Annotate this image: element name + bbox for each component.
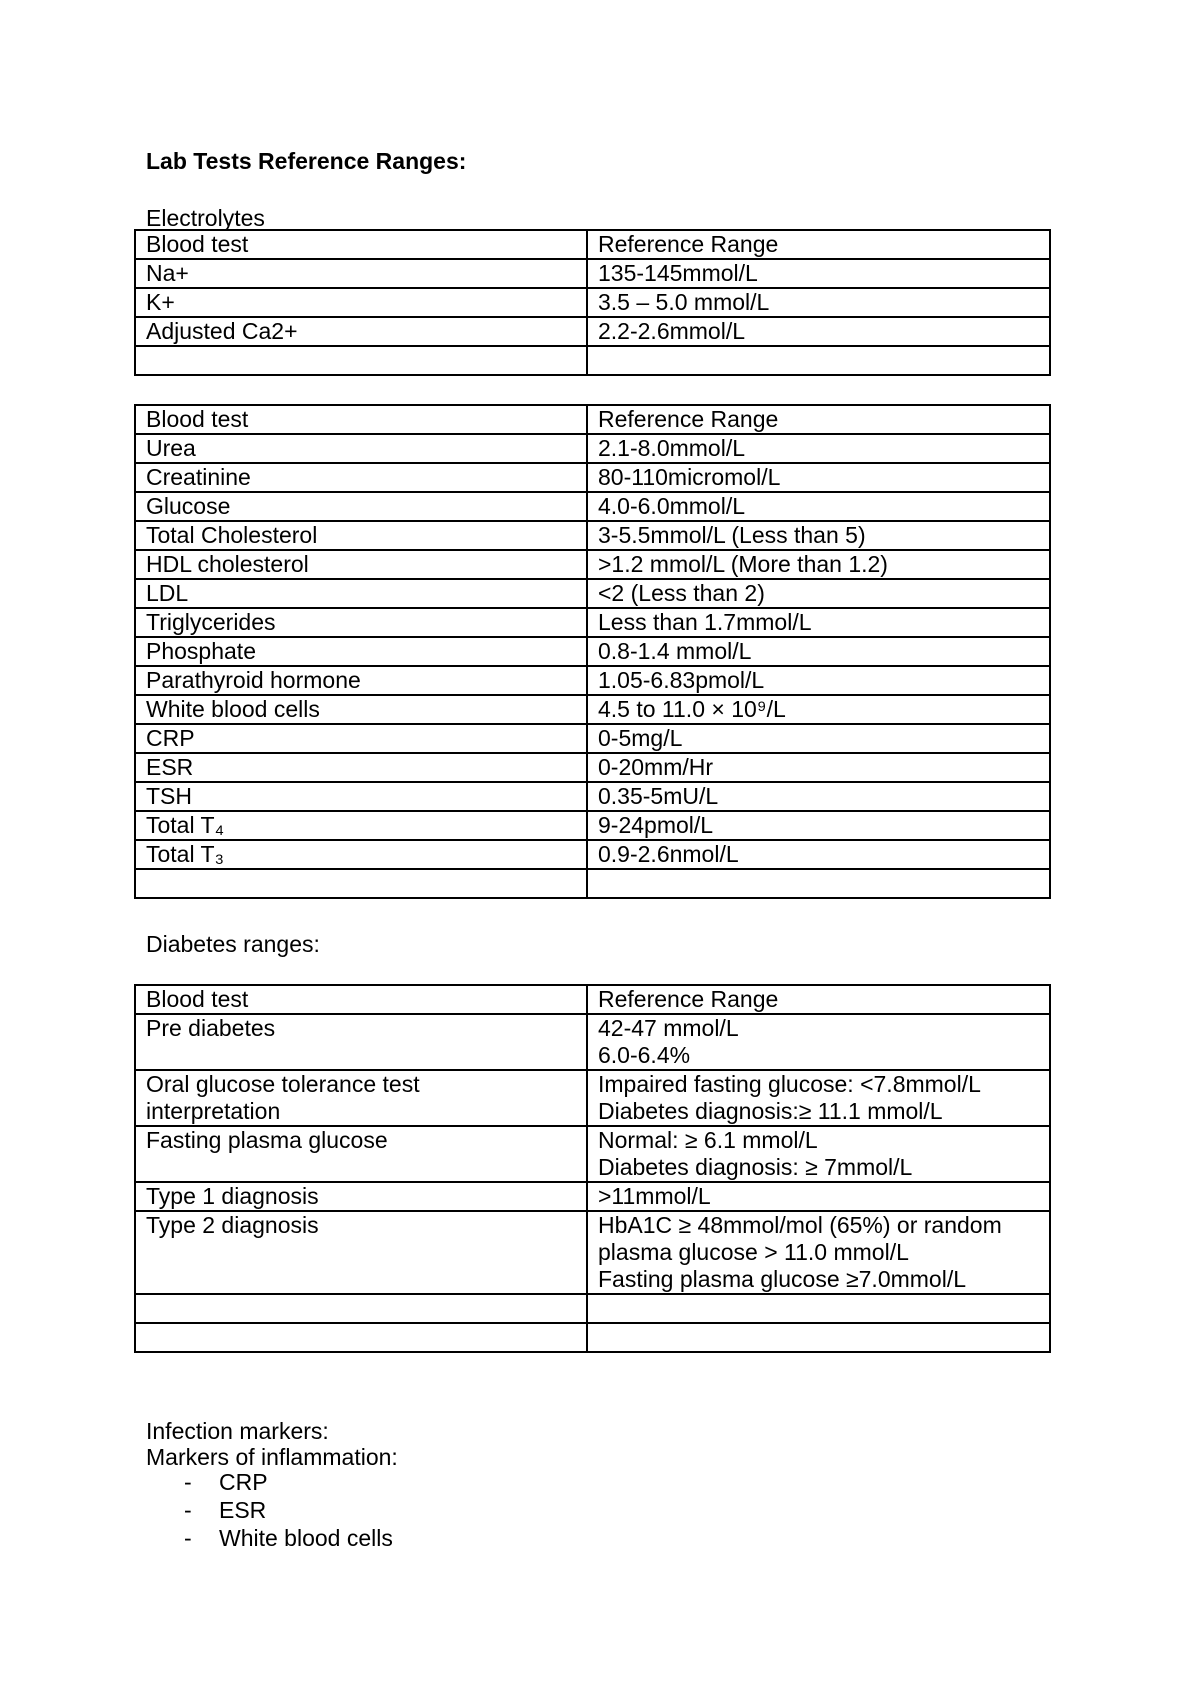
test-name-cell: Type 1 diagnosis	[135, 1182, 587, 1211]
table-row	[135, 1126, 1050, 1182]
table-row	[135, 637, 1050, 666]
table-row	[135, 1182, 1050, 1211]
infection-heading: Infection markers:	[146, 1418, 329, 1444]
table-header-row	[135, 405, 1050, 434]
reference-range-cell: 0-20mm/Hr	[587, 753, 1050, 782]
test-name-cell: Phosphate	[135, 637, 587, 666]
reference-range-cell: 3-5.5mmol/L (Less than 5)	[587, 521, 1050, 550]
reference-range-cell: 2.1-8.0mmol/L	[587, 434, 1050, 463]
test-name-cell: LDL	[135, 579, 587, 608]
list-item	[184, 1524, 393, 1552]
test-name-cell: Total T₄	[135, 811, 587, 840]
table-row	[135, 346, 1050, 375]
electrolytes-heading: Electrolytes	[146, 205, 265, 231]
reference-range-cell: 2.2-2.6mmol/L	[587, 317, 1050, 346]
table-row	[135, 1294, 1050, 1323]
table-row	[135, 666, 1050, 695]
inflammation-subheading: Markers of inflammation:	[146, 1444, 398, 1470]
reference-range-cell	[587, 1294, 1050, 1323]
reference-range-cell: Normal: ≥ 6.1 mmol/L Diabetes diagnosis: ≥ 7mmol/L	[587, 1126, 1050, 1182]
bullet-dash: -	[184, 1469, 192, 1495]
table-row	[135, 840, 1050, 869]
test-name-cell: Parathyroid hormone	[135, 666, 587, 695]
diabetes-table	[134, 984, 1051, 1353]
test-name-cell: ESR	[135, 753, 587, 782]
test-name-cell: Creatinine	[135, 463, 587, 492]
table-row	[135, 695, 1050, 724]
list-item-label: White blood cells	[219, 1525, 393, 1551]
table-row	[135, 753, 1050, 782]
table-row	[135, 492, 1050, 521]
reference-range-cell: >11mmol/L	[587, 1182, 1050, 1211]
header-reference-range: Reference Range	[587, 230, 1050, 259]
reference-range-cell: 0.9-2.6nmol/L	[587, 840, 1050, 869]
reference-range-cell: 3.5 – 5.0 mmol/L	[587, 288, 1050, 317]
reference-range-cell	[587, 346, 1050, 375]
test-name-cell: Fasting plasma glucose	[135, 1126, 587, 1182]
reference-range-cell	[587, 1323, 1050, 1352]
table-row	[135, 724, 1050, 753]
table-row	[135, 782, 1050, 811]
reference-range-cell: 0.35-5mU/L	[587, 782, 1050, 811]
table-row	[135, 317, 1050, 346]
test-name-cell: CRP	[135, 724, 587, 753]
list-item	[184, 1468, 393, 1496]
table-row	[135, 550, 1050, 579]
list-item-label: CRP	[219, 1469, 268, 1495]
table-row	[135, 608, 1050, 637]
test-name-cell: Pre diabetes	[135, 1014, 587, 1070]
header-reference-range: Reference Range	[587, 985, 1050, 1014]
bullet-dash: -	[184, 1497, 192, 1523]
reference-range-cell: 0.8-1.4 mmol/L	[587, 637, 1050, 666]
header-blood-test: Blood test	[135, 405, 587, 434]
test-name-cell: Total T₃	[135, 840, 587, 869]
table-row	[135, 259, 1050, 288]
table-row	[135, 1070, 1050, 1126]
table-row	[135, 811, 1050, 840]
reference-range-cell: 4.0-6.0mmol/L	[587, 492, 1050, 521]
table-row	[135, 1211, 1050, 1294]
test-name-cell	[135, 346, 587, 375]
test-name-cell: Oral glucose tolerance test interpretation	[135, 1070, 587, 1126]
inflammation-markers-list	[184, 1468, 393, 1552]
test-name-cell: White blood cells	[135, 695, 587, 724]
reference-range-cell: >1.2 mmol/L (More than 1.2)	[587, 550, 1050, 579]
test-name-cell: TSH	[135, 782, 587, 811]
reference-range-cell: 9-24pmol/L	[587, 811, 1050, 840]
table-row	[135, 288, 1050, 317]
test-name-cell: Glucose	[135, 492, 587, 521]
general-tests-table	[134, 404, 1051, 899]
reference-range-cell: Impaired fasting glucose: <7.8mmol/L Diabetes diagnosis:≥ 11.1 mmol/L	[587, 1070, 1050, 1126]
reference-range-cell: 0-5mg/L	[587, 724, 1050, 753]
table-header-row	[135, 985, 1050, 1014]
reference-range-cell: HbA1C ≥ 48mmol/mol (65%) or random plasma glucose > 11.0 mmol/L Fasting plasma glucose ≥7.0mmol/L	[587, 1211, 1050, 1294]
test-name-cell: Na+	[135, 259, 587, 288]
reference-range-cell	[587, 869, 1050, 898]
test-name-cell: Urea	[135, 434, 587, 463]
test-name-cell: K+	[135, 288, 587, 317]
table-header-row	[135, 230, 1050, 259]
test-name-cell	[135, 869, 587, 898]
test-name-cell: Total Cholesterol	[135, 521, 587, 550]
table-row	[135, 463, 1050, 492]
table-row	[135, 1323, 1050, 1352]
reference-range-cell: 80-110micromol/L	[587, 463, 1050, 492]
table-row	[135, 1014, 1050, 1070]
header-blood-test: Blood test	[135, 985, 587, 1014]
reference-range-cell: 4.5 to 11.0 × 10⁹/L	[587, 695, 1050, 724]
header-blood-test: Blood test	[135, 230, 587, 259]
table-row	[135, 869, 1050, 898]
test-name-cell: HDL cholesterol	[135, 550, 587, 579]
reference-range-cell: Less than 1.7mmol/L	[587, 608, 1050, 637]
diabetes-heading: Diabetes ranges:	[146, 931, 320, 957]
test-name-cell: Type 2 diagnosis	[135, 1211, 587, 1294]
reference-range-cell: 1.05-6.83pmol/L	[587, 666, 1050, 695]
header-reference-range: Reference Range	[587, 405, 1050, 434]
reference-range-cell: 135-145mmol/L	[587, 259, 1050, 288]
test-name-cell: Adjusted Ca2+	[135, 317, 587, 346]
table-row	[135, 579, 1050, 608]
electrolytes-table	[134, 229, 1051, 376]
reference-range-cell: <2 (Less than 2)	[587, 579, 1050, 608]
list-item-label: ESR	[219, 1497, 267, 1523]
table-row	[135, 434, 1050, 463]
bullet-dash: -	[184, 1525, 192, 1551]
table-row	[135, 521, 1050, 550]
list-item	[184, 1496, 393, 1524]
reference-range-cell: 42-47 mmol/L 6.0-6.4%	[587, 1014, 1050, 1070]
test-name-cell: Triglycerides	[135, 608, 587, 637]
test-name-cell	[135, 1294, 587, 1323]
test-name-cell	[135, 1323, 587, 1352]
page-title: Lab Tests Reference Ranges:	[146, 148, 467, 174]
